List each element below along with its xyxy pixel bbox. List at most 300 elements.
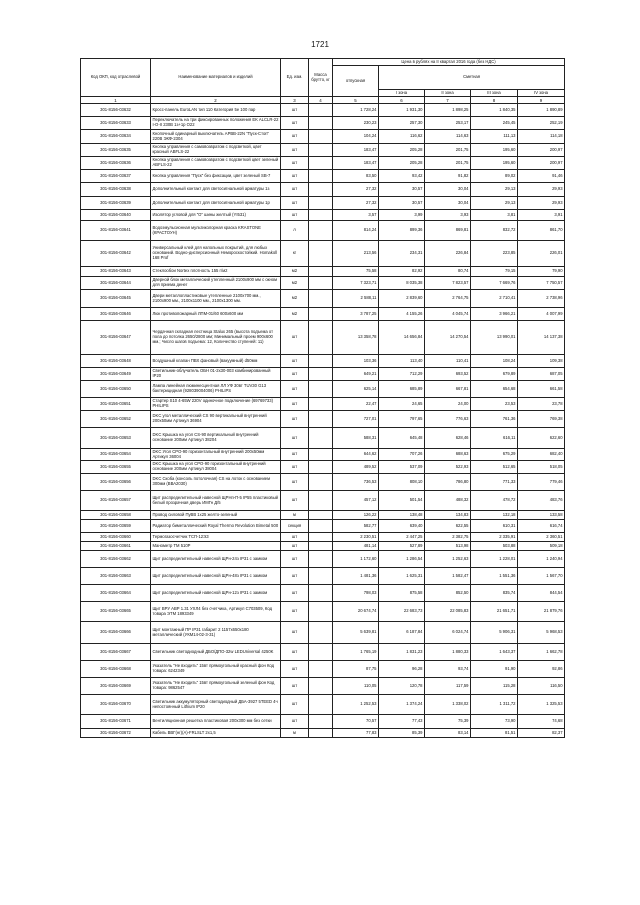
row-price-selling: 22,47	[333, 398, 379, 411]
table-row	[81, 622, 565, 644]
row-code: 301-8156-03641	[81, 221, 151, 241]
row-unit: м	[281, 511, 309, 520]
row-price-zone-4: 4 007,99	[518, 308, 565, 321]
row-price-zone-2: 4 045,74	[425, 308, 471, 321]
table-row	[81, 585, 565, 602]
row-price-zone-2: 488,32	[425, 491, 471, 511]
row-name: Кнопка управления с самовозвратом с подсветкой цвет зеленый ABFLS-22	[151, 157, 281, 170]
row-mass	[309, 117, 333, 130]
row-price-selling: 27,32	[333, 183, 379, 197]
row-name: DKC Крышка на угол CS-90 вертикальный внутренний основание 200мм Артикул 38204	[151, 428, 281, 449]
row-code: 301-8156-03635	[81, 144, 151, 157]
row-price-selling: 582,77	[333, 520, 379, 533]
row-price-selling: 489,52	[333, 461, 379, 474]
row-unit: шт	[281, 381, 309, 398]
row-price-zone-2: 75,39	[425, 715, 471, 729]
row-price-zone-3: 108,24	[471, 355, 518, 368]
row-price-zone-4: 616,74	[518, 520, 565, 533]
row-price-zone-2: 22 085,83	[425, 602, 471, 622]
table-row	[81, 551, 565, 568]
table-row	[81, 661, 565, 678]
row-unit: шт	[281, 449, 309, 461]
row-mass	[309, 461, 333, 474]
row-unit: шт	[281, 602, 309, 622]
row-mass	[309, 533, 333, 542]
row-price-zone-4: 92,86	[518, 661, 565, 678]
column-number: 1	[81, 97, 151, 104]
row-price-zone-1: 4 155,26	[379, 308, 425, 321]
row-price-zone-2: 1 252,63	[425, 551, 471, 568]
row-price-zone-4: 114,18	[518, 130, 565, 144]
row-name: Люк противопожарный ЛПМ-01/60 600х600 мм	[151, 308, 281, 321]
row-price-zone-3: 478,72	[471, 491, 518, 511]
row-code: 301-8156-03672	[81, 729, 151, 738]
table-row	[81, 474, 565, 491]
row-name: Указатель "Не входить" 15вт прямоугольный зеленый фон Код товара: 9862547	[151, 678, 281, 695]
row-price-zone-3: 245,45	[471, 117, 518, 130]
row-unit: л	[281, 221, 309, 241]
row-price-zone-2: 2 382,75	[425, 533, 471, 542]
row-price-selling: 644,62	[333, 449, 379, 461]
row-price-selling: 2 588,11	[333, 290, 379, 308]
row-price-zone-4: 7 750,57	[518, 277, 565, 290]
row-price-zone-4: 661,58	[518, 381, 565, 398]
row-price-zone-4: 109,38	[518, 355, 565, 368]
row-price-zone-1: 8 035,38	[379, 277, 425, 290]
row-price-zone-1: 138,48	[379, 511, 425, 520]
row-price-selling: 230,23	[333, 117, 379, 130]
row-name: Вентиляционная решетка пластиковая 200х300 мм без сетки	[151, 715, 281, 729]
row-mass	[309, 551, 333, 568]
row-name: Светильник светодиодный ДБО/ДПО-32w LEDUniversal 4250K	[151, 644, 281, 661]
row-price-zone-3: 115,28	[471, 678, 518, 695]
row-price-zone-3: 1 643,37	[471, 644, 518, 661]
row-price-zone-4: 3,91	[518, 210, 565, 221]
row-code: 301-8156-03665	[81, 602, 151, 622]
row-price-zone-3: 832,72	[471, 221, 518, 241]
row-price-zone-2: 667,81	[425, 381, 471, 398]
row-name: Чердачная складная лестница Stalux 265 (высота подъема от пола до потолка 2650/2800 мм; Минимальный проем 900х600 мм.; Число шагов подъема: 12, Количество ступеней: 11)	[151, 321, 281, 355]
row-price-zone-2: 852,50	[425, 585, 471, 602]
row-mass	[309, 715, 333, 729]
row-price-zone-4: 682,40	[518, 449, 565, 461]
table-row	[81, 511, 565, 520]
row-price-zone-4: 21 879,76	[518, 602, 565, 622]
row-code: 301-8156-03661	[81, 542, 151, 551]
row-price-zone-3: 512,65	[471, 461, 518, 474]
row-code: 301-8156-03667	[81, 644, 151, 661]
row-price-zone-4: 1 325,53	[518, 695, 565, 715]
row-price-zone-1: 120,78	[379, 678, 425, 695]
row-mass	[309, 308, 333, 321]
column-number: 5	[333, 97, 379, 104]
row-unit: м2	[281, 290, 309, 308]
row-name: Манометр ТМ 510Р	[151, 542, 281, 551]
row-name: Водоэмульсионная мультиколорная краска KRASTONE (КРАСТОУН)	[151, 221, 281, 241]
header-zone-1: I зона	[379, 90, 425, 97]
row-price-zone-3: 89,02	[471, 170, 518, 183]
row-code: 301-8156-03654	[81, 449, 151, 461]
row-mass	[309, 449, 333, 461]
row-price-zone-3: 21 651,71	[471, 602, 518, 622]
row-price-zone-1: 808,10	[379, 474, 425, 491]
table-row	[81, 428, 565, 449]
row-price-zone-3: 616,11	[471, 428, 518, 449]
table-row	[81, 381, 565, 398]
row-mass	[309, 511, 333, 520]
row-mass	[309, 221, 333, 241]
table-row	[81, 644, 565, 661]
header-code: Код ОКП, код отраслевой	[81, 59, 151, 97]
row-price-zone-2: 83,14	[425, 729, 471, 738]
row-price-zone-3: 81,51	[471, 729, 518, 738]
table-row	[81, 170, 565, 183]
row-code: 301-8156-03637	[81, 170, 151, 183]
row-price-zone-3: 610,31	[471, 520, 518, 533]
row-price-zone-4: 518,05	[518, 461, 565, 474]
row-price-zone-4: 252,19	[518, 117, 565, 130]
row-code: 301-8156-03644	[81, 277, 151, 290]
row-price-zone-4: 1 567,70	[518, 568, 565, 585]
row-price-zone-3: 13 990,01	[471, 321, 518, 355]
row-price-zone-1: 2 839,60	[379, 290, 425, 308]
row-price-zone-2: 786,80	[425, 474, 471, 491]
row-price-selling: 588,31	[333, 428, 379, 449]
row-price-zone-2: 628,46	[425, 428, 471, 449]
row-price-zone-1: 113,40	[379, 355, 425, 368]
row-price-zone-4: 2 360,51	[518, 533, 565, 542]
row-price-selling: 727,01	[333, 411, 379, 428]
row-price-zone-1: 6 187,84	[379, 622, 425, 644]
row-price-zone-2: 1 880,33	[425, 644, 471, 661]
row-price-selling: 13 358,78	[333, 321, 379, 355]
row-name: Стеклообои Nortex плотность 155 г/м2	[151, 267, 281, 277]
row-price-zone-2: 776,63	[425, 411, 471, 428]
row-price-selling: 1 172,60	[333, 551, 379, 568]
row-code: 301-8156-03646	[81, 308, 151, 321]
row-code: 301-8156-03640	[81, 210, 151, 221]
table-row	[81, 308, 565, 321]
row-unit: шт	[281, 585, 309, 602]
table-row	[81, 449, 565, 461]
row-unit: секция	[281, 520, 309, 533]
row-price-selling: 3,57	[333, 210, 379, 221]
row-mass	[309, 144, 333, 157]
row-price-zone-2: 513,98	[425, 542, 471, 551]
row-price-selling: 1 252,53	[333, 695, 379, 715]
table-row	[81, 267, 565, 277]
row-price-selling: 2 230,51	[333, 533, 379, 542]
row-mass	[309, 474, 333, 491]
row-unit: шт	[281, 533, 309, 542]
row-price-zone-4: 79,90	[518, 267, 565, 277]
row-mass	[309, 290, 333, 308]
row-price-zone-1: 875,58	[379, 585, 425, 602]
row-mass	[309, 622, 333, 644]
row-price-zone-3: 1 551,36	[471, 568, 518, 585]
row-unit: шт	[281, 398, 309, 411]
row-code: 301-8156-03655	[81, 461, 151, 474]
row-price-zone-1: 96,28	[379, 661, 425, 678]
row-price-zone-3: 761,36	[471, 411, 518, 428]
table-row	[81, 542, 565, 551]
row-price-selling: 457,12	[333, 491, 379, 511]
row-price-zone-3: 1 311,72	[471, 695, 518, 715]
row-price-zone-2: 80,74	[425, 267, 471, 277]
row-price-zone-4: 622,60	[518, 428, 565, 449]
table-row	[81, 461, 565, 474]
row-name: Стартер S10 4-65W 220V одиночное подключение (69769733) PHILIPS	[151, 398, 281, 411]
row-code: 301-8156-03664	[81, 585, 151, 602]
row-code: 301-8156-03670	[81, 695, 151, 715]
row-unit: м2	[281, 267, 309, 277]
row-price-zone-4: 483,76	[518, 491, 565, 511]
row-price-zone-4: 5 968,53	[518, 622, 565, 644]
table-row	[81, 210, 565, 221]
row-price-zone-1: 685,89	[379, 381, 425, 398]
row-code: 301-8156-03671	[81, 715, 151, 729]
row-price-zone-2: 226,84	[425, 241, 471, 267]
row-price-selling: 87,75	[333, 661, 379, 678]
row-price-zone-1: 501,54	[379, 491, 425, 511]
row-price-zone-1: 205,28	[379, 157, 425, 170]
row-unit: шт	[281, 461, 309, 474]
table-row	[81, 368, 565, 381]
row-price-selling: 110,05	[333, 678, 379, 695]
table-row	[81, 130, 565, 144]
row-price-zone-4: 1 662,78	[518, 644, 565, 661]
row-price-zone-1: 22 683,73	[379, 602, 425, 622]
row-price-zone-4: 82,37	[518, 729, 565, 738]
table-row	[81, 183, 565, 197]
row-unit: шт	[281, 568, 309, 585]
row-price-zone-1: 1 831,23	[379, 644, 425, 661]
row-price-zone-4: 1 890,89	[518, 104, 565, 117]
row-price-zone-1: 82,92	[379, 267, 425, 277]
row-price-zone-1: 116,62	[379, 130, 425, 144]
row-name: Двери металлопластиковые утепленные 2100х700 мм., 2100х900 мм., 2100х1100 мм., 2100х1300 мм.	[151, 290, 281, 308]
row-unit: шт	[281, 170, 309, 183]
row-price-zone-2: 2 764,75	[425, 290, 471, 308]
header-estimate: Сметная	[379, 65, 565, 89]
row-price-selling: 3 787,25	[333, 308, 379, 321]
column-number: 8	[471, 97, 518, 104]
table-row	[81, 221, 565, 241]
row-code: 301-8156-03639	[81, 197, 151, 210]
row-price-zone-3: 2 335,91	[471, 533, 518, 542]
row-unit: шт	[281, 474, 309, 491]
row-price-selling: 27,32	[333, 197, 379, 210]
row-name: Дверной блок металлический утепленный 2100х900 мм с окном для приема денег	[151, 277, 281, 290]
row-name: Щит распределительный навесной ЩРн-48з IP31 с замком	[151, 568, 281, 585]
row-price-selling: 83,50	[333, 170, 379, 183]
row-code: 301-8156-03650	[81, 381, 151, 398]
row-price-selling: 103,36	[333, 355, 379, 368]
row-mass	[309, 183, 333, 197]
row-price-selling: 481,14	[333, 542, 379, 551]
row-price-zone-3: 2 710,41	[471, 290, 518, 308]
table-row	[81, 398, 565, 411]
row-mass	[309, 585, 333, 602]
row-mass	[309, 678, 333, 695]
row-unit: шт	[281, 428, 309, 449]
row-unit: шт	[281, 644, 309, 661]
row-price-selling: 625,14	[333, 381, 379, 398]
row-price-zone-3: 29,13	[471, 197, 518, 210]
row-code: 301-8156-03643	[81, 267, 151, 277]
row-price-zone-4: 509,18	[518, 542, 565, 551]
table-row	[81, 678, 565, 695]
row-unit: шт	[281, 715, 309, 729]
row-code: 301-8156-03657	[81, 491, 151, 511]
row-code: 301-8156-03651	[81, 398, 151, 411]
row-price-zone-1: 707,26	[379, 449, 425, 461]
row-unit: шт	[281, 551, 309, 568]
row-price-zone-1: 1 625,31	[379, 568, 425, 585]
row-price-zone-4: 200,97	[518, 157, 565, 170]
row-name: Термогазосчетчик ТСП-12ЭЗ	[151, 533, 281, 542]
row-code: 301-8156-03668	[81, 661, 151, 678]
row-mass	[309, 568, 333, 585]
row-price-selling: 183,47	[333, 144, 379, 157]
row-price-zone-4: 91,46	[518, 170, 565, 183]
table-row	[81, 104, 565, 117]
row-mass	[309, 491, 333, 511]
row-unit: шт	[281, 157, 309, 170]
row-price-zone-1: 639,40	[379, 520, 425, 533]
table-row	[81, 241, 565, 267]
row-code: 301-8156-03633	[81, 117, 151, 130]
row-price-zone-3: 79,15	[471, 267, 518, 277]
row-price-zone-4: 687,05	[518, 368, 565, 381]
row-price-zone-3: 91,90	[471, 661, 518, 678]
row-unit: шт	[281, 104, 309, 117]
row-price-zone-2: 117,59	[425, 678, 471, 695]
table-row	[81, 157, 565, 170]
row-price-zone-1: 30,57	[379, 183, 425, 197]
row-unit: м2	[281, 277, 309, 290]
row-price-zone-2: 93,74	[425, 661, 471, 678]
row-price-selling: 814,24	[333, 221, 379, 241]
row-price-zone-1: 205,28	[379, 144, 425, 157]
row-name: Щит распределительный навесной ЩРн-24з IP31 с замком	[151, 551, 281, 568]
row-price-selling: 798,03	[333, 585, 379, 602]
row-code: 301-8156-03648	[81, 355, 151, 368]
row-price-zone-2: 30,04	[425, 183, 471, 197]
row-name: Светильник-облучатель ОБН 01-2х30-003 комбинированный IP20	[151, 368, 281, 381]
row-name: DKC угол металлический CS 90 вертикальный внутренний 200х50мм Артикул 36904	[151, 411, 281, 428]
row-code: 301-8156-03642	[81, 241, 151, 267]
table-row	[81, 117, 565, 130]
row-price-zone-3: 73,90	[471, 715, 518, 729]
column-number: 2	[151, 97, 281, 104]
row-mass	[309, 661, 333, 678]
row-unit: шт	[281, 542, 309, 551]
row-code: 301-8156-03634	[81, 130, 151, 144]
row-mass	[309, 381, 333, 398]
row-unit: шт	[281, 183, 309, 197]
row-code: 301-8156-03636	[81, 157, 151, 170]
row-name: Лампа линейная люминесцентная ЛЛ УФ 30вт TUV30 G13 бактерицидная (928039004006) PHILIPS	[151, 381, 281, 398]
column-numbers-row	[81, 97, 565, 104]
row-price-zone-2: 91,82	[425, 170, 471, 183]
row-name: Провод силовой ПуВВ 1х25 желто-зеленый	[151, 511, 281, 520]
row-price-zone-3: 132,18	[471, 511, 518, 520]
row-price-zone-4: 74,68	[518, 715, 565, 729]
row-unit: м2	[281, 308, 309, 321]
row-code: 301-8156-03660	[81, 533, 151, 542]
row-price-zone-3: 771,33	[471, 474, 518, 491]
row-price-zone-4: 1 240,94	[518, 551, 565, 568]
row-unit: м	[281, 729, 309, 738]
row-name: DKC Угол CPO-90 горизонтальный внутренний 200х50мм Артикул 36004	[151, 449, 281, 461]
row-price-zone-1: 14 656,84	[379, 321, 425, 355]
row-name: Кнопка управления с самовозвратом с подсветкой, цвет красный ABFLS-22	[151, 144, 281, 157]
row-code: 301-8156-03653	[81, 428, 151, 449]
row-code: 301-8156-03659	[81, 520, 151, 533]
row-price-selling: 104,24	[333, 130, 379, 144]
row-price-selling: 213,56	[333, 241, 379, 267]
header-selling: отпускная	[333, 65, 379, 96]
row-price-selling: 649,21	[333, 368, 379, 381]
row-price-zone-3: 3,81	[471, 210, 518, 221]
row-mass	[309, 542, 333, 551]
row-price-zone-2: 253,17	[425, 117, 471, 130]
row-price-selling: 1 481,36	[333, 568, 379, 585]
row-price-zone-3: 23,53	[471, 398, 518, 411]
row-price-zone-3: 195,60	[471, 157, 518, 170]
row-price-zone-1: 1 931,30	[379, 104, 425, 117]
row-mass	[309, 695, 333, 715]
row-code: 301-8156-03638	[81, 183, 151, 197]
row-unit: шт	[281, 368, 309, 381]
row-mass	[309, 398, 333, 411]
column-number: 6	[379, 97, 425, 104]
row-price-zone-3: 5 906,31	[471, 622, 518, 644]
row-price-zone-2: 6 024,74	[425, 622, 471, 644]
row-price-zone-1: 77,43	[379, 715, 425, 729]
row-price-zone-3: 679,89	[471, 368, 518, 381]
row-price-zone-1: 30,57	[379, 197, 425, 210]
row-name: Кабель ВВГ(нг)(А)-FRLSLT 2х1,5	[151, 729, 281, 738]
row-mass	[309, 368, 333, 381]
row-price-zone-3: 1 840,35	[471, 104, 518, 117]
row-price-zone-1: 1 374,24	[379, 695, 425, 715]
row-unit: шт	[281, 144, 309, 157]
table-row	[81, 197, 565, 210]
row-price-selling: 70,57	[333, 715, 379, 729]
row-mass	[309, 267, 333, 277]
row-name: Щит ВРУ АВР 1.31 УХЛ4 без счетчика, Артикул С703509, Код товара ЭТМ 1893349	[151, 602, 281, 622]
row-mass	[309, 104, 333, 117]
row-price-zone-1: 537,09	[379, 461, 425, 474]
row-unit: шт	[281, 622, 309, 644]
row-price-selling: 1 728,24	[333, 104, 379, 117]
row-mass	[309, 520, 333, 533]
row-unit: шт	[281, 411, 309, 428]
row-price-zone-3: 654,68	[471, 381, 518, 398]
row-unit: шт	[281, 661, 309, 678]
row-name: Дополнительный контакт для светосигнальной арматуры 1з	[151, 183, 281, 197]
row-code: 301-8156-03656	[81, 474, 151, 491]
row-price-zone-2: 688,63	[425, 449, 471, 461]
row-price-zone-1: 1 286,54	[379, 551, 425, 568]
row-unit: шт	[281, 678, 309, 695]
row-code: 301-8156-03662	[81, 551, 151, 568]
row-price-zone-4: 23,78	[518, 398, 565, 411]
row-price-zone-4: 844,54	[518, 585, 565, 602]
row-price-zone-1: 24,65	[379, 398, 425, 411]
